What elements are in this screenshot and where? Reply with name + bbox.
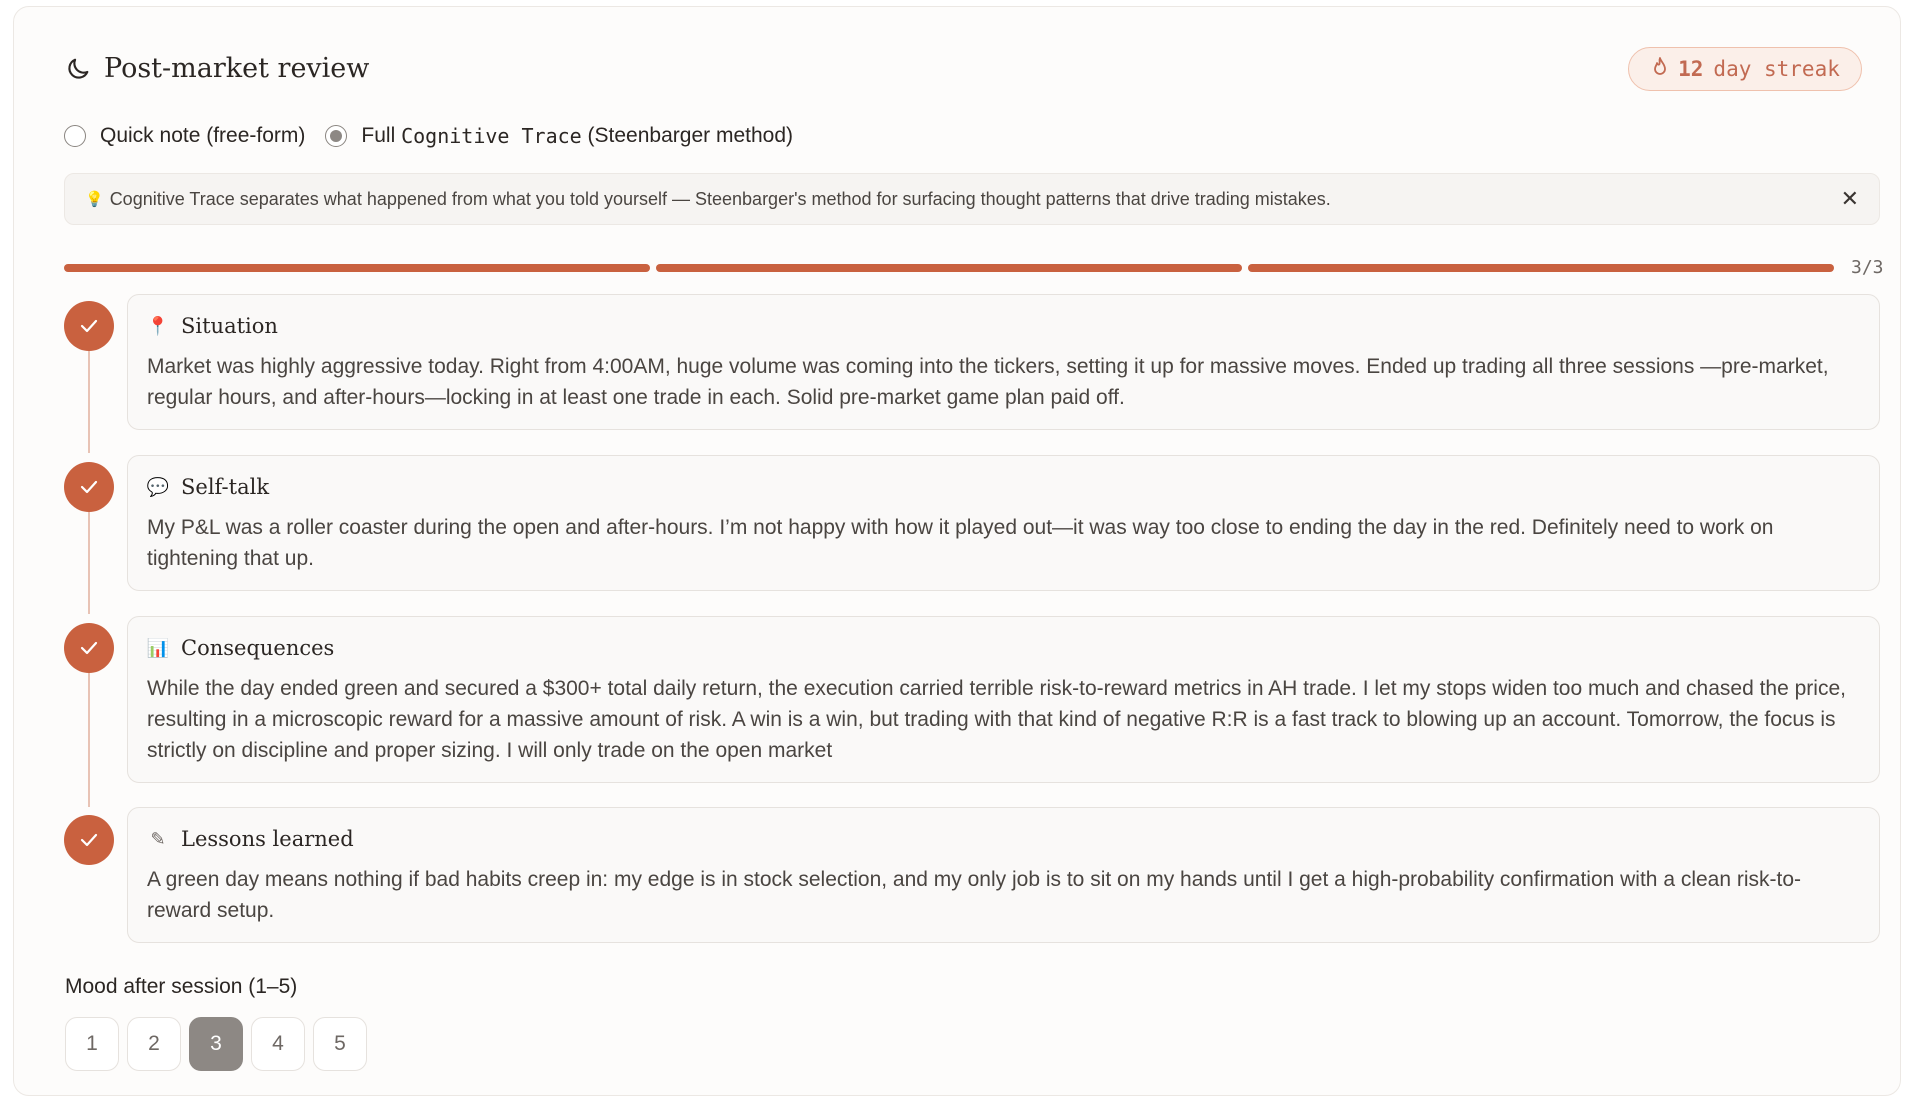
progress-segment-2 xyxy=(656,264,1242,272)
step-text: My P&L was a roller coaster during the open and after-hours. I’m not happy with how it played out—it was way too close to ending the day in the red. Definitely need to work on tightening that up. xyxy=(147,516,1774,570)
mood-button-2[interactable]: 2 xyxy=(127,1017,181,1071)
info-banner-text: Cognitive Trace separates what happened from what you told yourself — Steenbarger's method for surfacing thought patterns that drive trading mistakes. xyxy=(109,188,1331,209)
progress-bar xyxy=(64,257,1884,278)
progress-segment-1 xyxy=(64,264,650,272)
speech-bubble-icon: 💬 xyxy=(146,476,170,497)
streak-count: 12 xyxy=(1678,57,1704,81)
mood-button-5[interactable]: 5 xyxy=(313,1017,367,1071)
streak-badge xyxy=(1628,47,1862,91)
moon-icon xyxy=(64,55,92,83)
review-mode-selector xyxy=(64,124,813,148)
step-title: Lessons learned xyxy=(181,827,354,851)
quick-note-option[interactable] xyxy=(64,124,305,148)
cognitive-trace-label-prefix: Full xyxy=(361,124,396,147)
step-complete-check-icon xyxy=(64,815,114,865)
mood-button-4[interactable]: 4 xyxy=(251,1017,305,1071)
step-title: Consequences xyxy=(181,636,335,660)
mood-button-1[interactable]: 1 xyxy=(65,1017,119,1071)
step-situation[interactable] xyxy=(127,294,1880,430)
step-title: Self-talk xyxy=(181,475,270,499)
step-title: Situation xyxy=(181,314,278,338)
lightbulb-icon: 💡 xyxy=(85,191,104,208)
step-text: A green day means nothing if bad habits creep in: my edge is in stock selection, and my only job is to sit on my hands until I get a high-probability confirmation with a clean risk-to-reward setup. xyxy=(147,868,1802,922)
cognitive-trace-radio[interactable] xyxy=(325,125,347,147)
card-header xyxy=(64,53,369,84)
pencil-icon: ✎ xyxy=(150,828,166,849)
streak-label: day streak xyxy=(1713,57,1840,81)
post-market-review-card xyxy=(13,6,1901,1096)
progress-segment-3 xyxy=(1248,264,1834,272)
info-banner xyxy=(64,173,1880,225)
mood-selector xyxy=(65,1017,375,1071)
cognitive-trace-label-suffix: (Steenbarger method) xyxy=(587,124,793,147)
cognitive-trace-label-mono: Cognitive Trace xyxy=(401,124,582,148)
step-complete-check-icon xyxy=(64,462,114,512)
step-lessons-learned[interactable] xyxy=(127,807,1880,943)
pin-icon: 📍 xyxy=(146,315,170,336)
quick-note-radio[interactable] xyxy=(64,125,86,147)
step-text: While the day ended green and secured a $300+ total daily return, the execution carried terrible risk-to-reward metrics in AH trade. I let my stops widen too much and chased the price, resulting in a microscopic reward for a massive amount of risk. A win is a win, but trading with that kind of negative R:R is a fast track to blowing up an account. Tomorrow, the focus is strictly on discipline and proper sizing. I will only trade on the open market xyxy=(147,677,1846,762)
step-text: Market was highly aggressive today. Right from 4:00AM, huge volume was coming into the tickers, setting it up for massive moves. Ended up trading all three sessions —pre-market, regular hours, and after-hours—locking in at least one trade in each. Solid pre-market game plan paid off. xyxy=(147,355,1829,409)
flame-icon xyxy=(1650,56,1670,83)
close-icon[interactable]: ✕ xyxy=(1840,186,1859,211)
cognitive-trace-option[interactable] xyxy=(325,124,793,148)
mood-label: Mood after session (1–5) xyxy=(65,975,298,998)
mood-button-3[interactable]: 3 xyxy=(189,1017,243,1071)
page-title: Post-market review xyxy=(104,53,370,84)
quick-note-label: Quick note (free-form) xyxy=(100,124,306,147)
bar-chart-icon: 📊 xyxy=(146,637,170,658)
step-complete-check-icon xyxy=(64,623,114,673)
step-self-talk[interactable] xyxy=(127,455,1880,591)
step-consequences[interactable] xyxy=(127,616,1880,783)
progress-count: 3/3 xyxy=(1851,257,1884,278)
step-complete-check-icon xyxy=(64,301,114,351)
